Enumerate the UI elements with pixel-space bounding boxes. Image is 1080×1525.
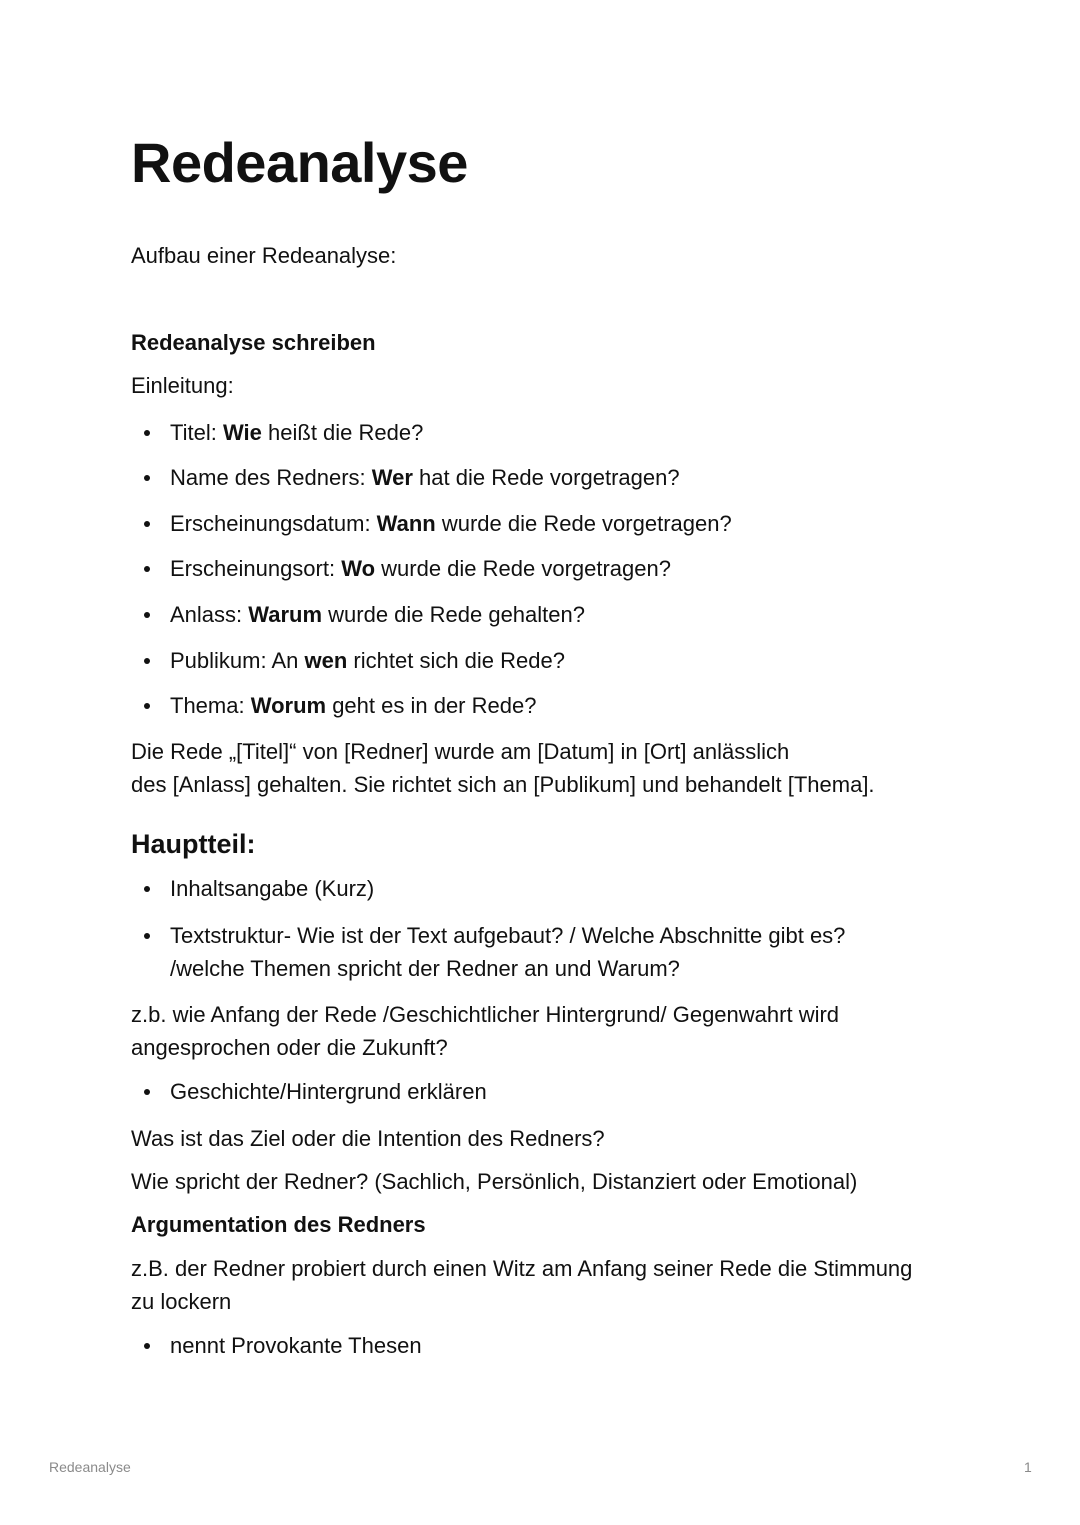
question-style: Wie spricht der Redner? (Sachlich, Persönlich, Distanziert oder Emotional) <box>131 1169 858 1194</box>
question-intention: Was ist das Ziel oder die Intention des Redners? <box>131 1126 605 1151</box>
example-line-1: z.b. wie Anfang der Rede /Geschichtlicher Hintergrund/ Gegenwahrt wird <box>131 1002 840 1027</box>
bullet-icon <box>144 886 150 892</box>
section-heading-schreiben: Redeanalyse schreiben <box>131 330 376 355</box>
einleitung-label: Einleitung: <box>131 373 234 398</box>
template-sentence-line-1: Die Rede „[Titel]“ von [Redner] wurde am [Datum] in [Ort] anlässlich <box>131 739 790 764</box>
footer-page-number: 1 <box>1024 1459 1032 1475</box>
example-line-2: angesprochen oder die Zukunft? <box>131 1035 448 1060</box>
bullet-icon <box>144 1343 150 1349</box>
bullet-icon <box>144 1089 150 1095</box>
example2-line-2: zu lockern <box>131 1289 232 1314</box>
bullet-icon <box>144 658 150 664</box>
bullet-icon <box>144 612 150 618</box>
footer-document-title: Redeanalyse <box>49 1459 131 1475</box>
bullet-icon <box>144 475 150 481</box>
template-sentence-line-2: des [Anlass] gehalten. Sie richtet sich an [Publikum] und behandelt [Thema]. <box>131 772 875 797</box>
bullet-icon <box>144 566 150 572</box>
intro-text: Aufbau einer Redeanalyse: <box>131 243 397 268</box>
argumentation-heading: Argumentation des Redners <box>131 1212 426 1237</box>
example2-line-1: z.B. der Redner probiert durch einen Witz am Anfang seiner Rede die Stimmung <box>131 1256 913 1281</box>
bullet-icon <box>144 933 150 939</box>
bullet-icon <box>144 521 150 527</box>
bullet-icon <box>144 703 150 709</box>
page-title: Redeanalyse <box>131 131 468 194</box>
section-heading-hauptteil: Hauptteil: <box>131 829 256 859</box>
bullet-icon <box>144 430 150 436</box>
